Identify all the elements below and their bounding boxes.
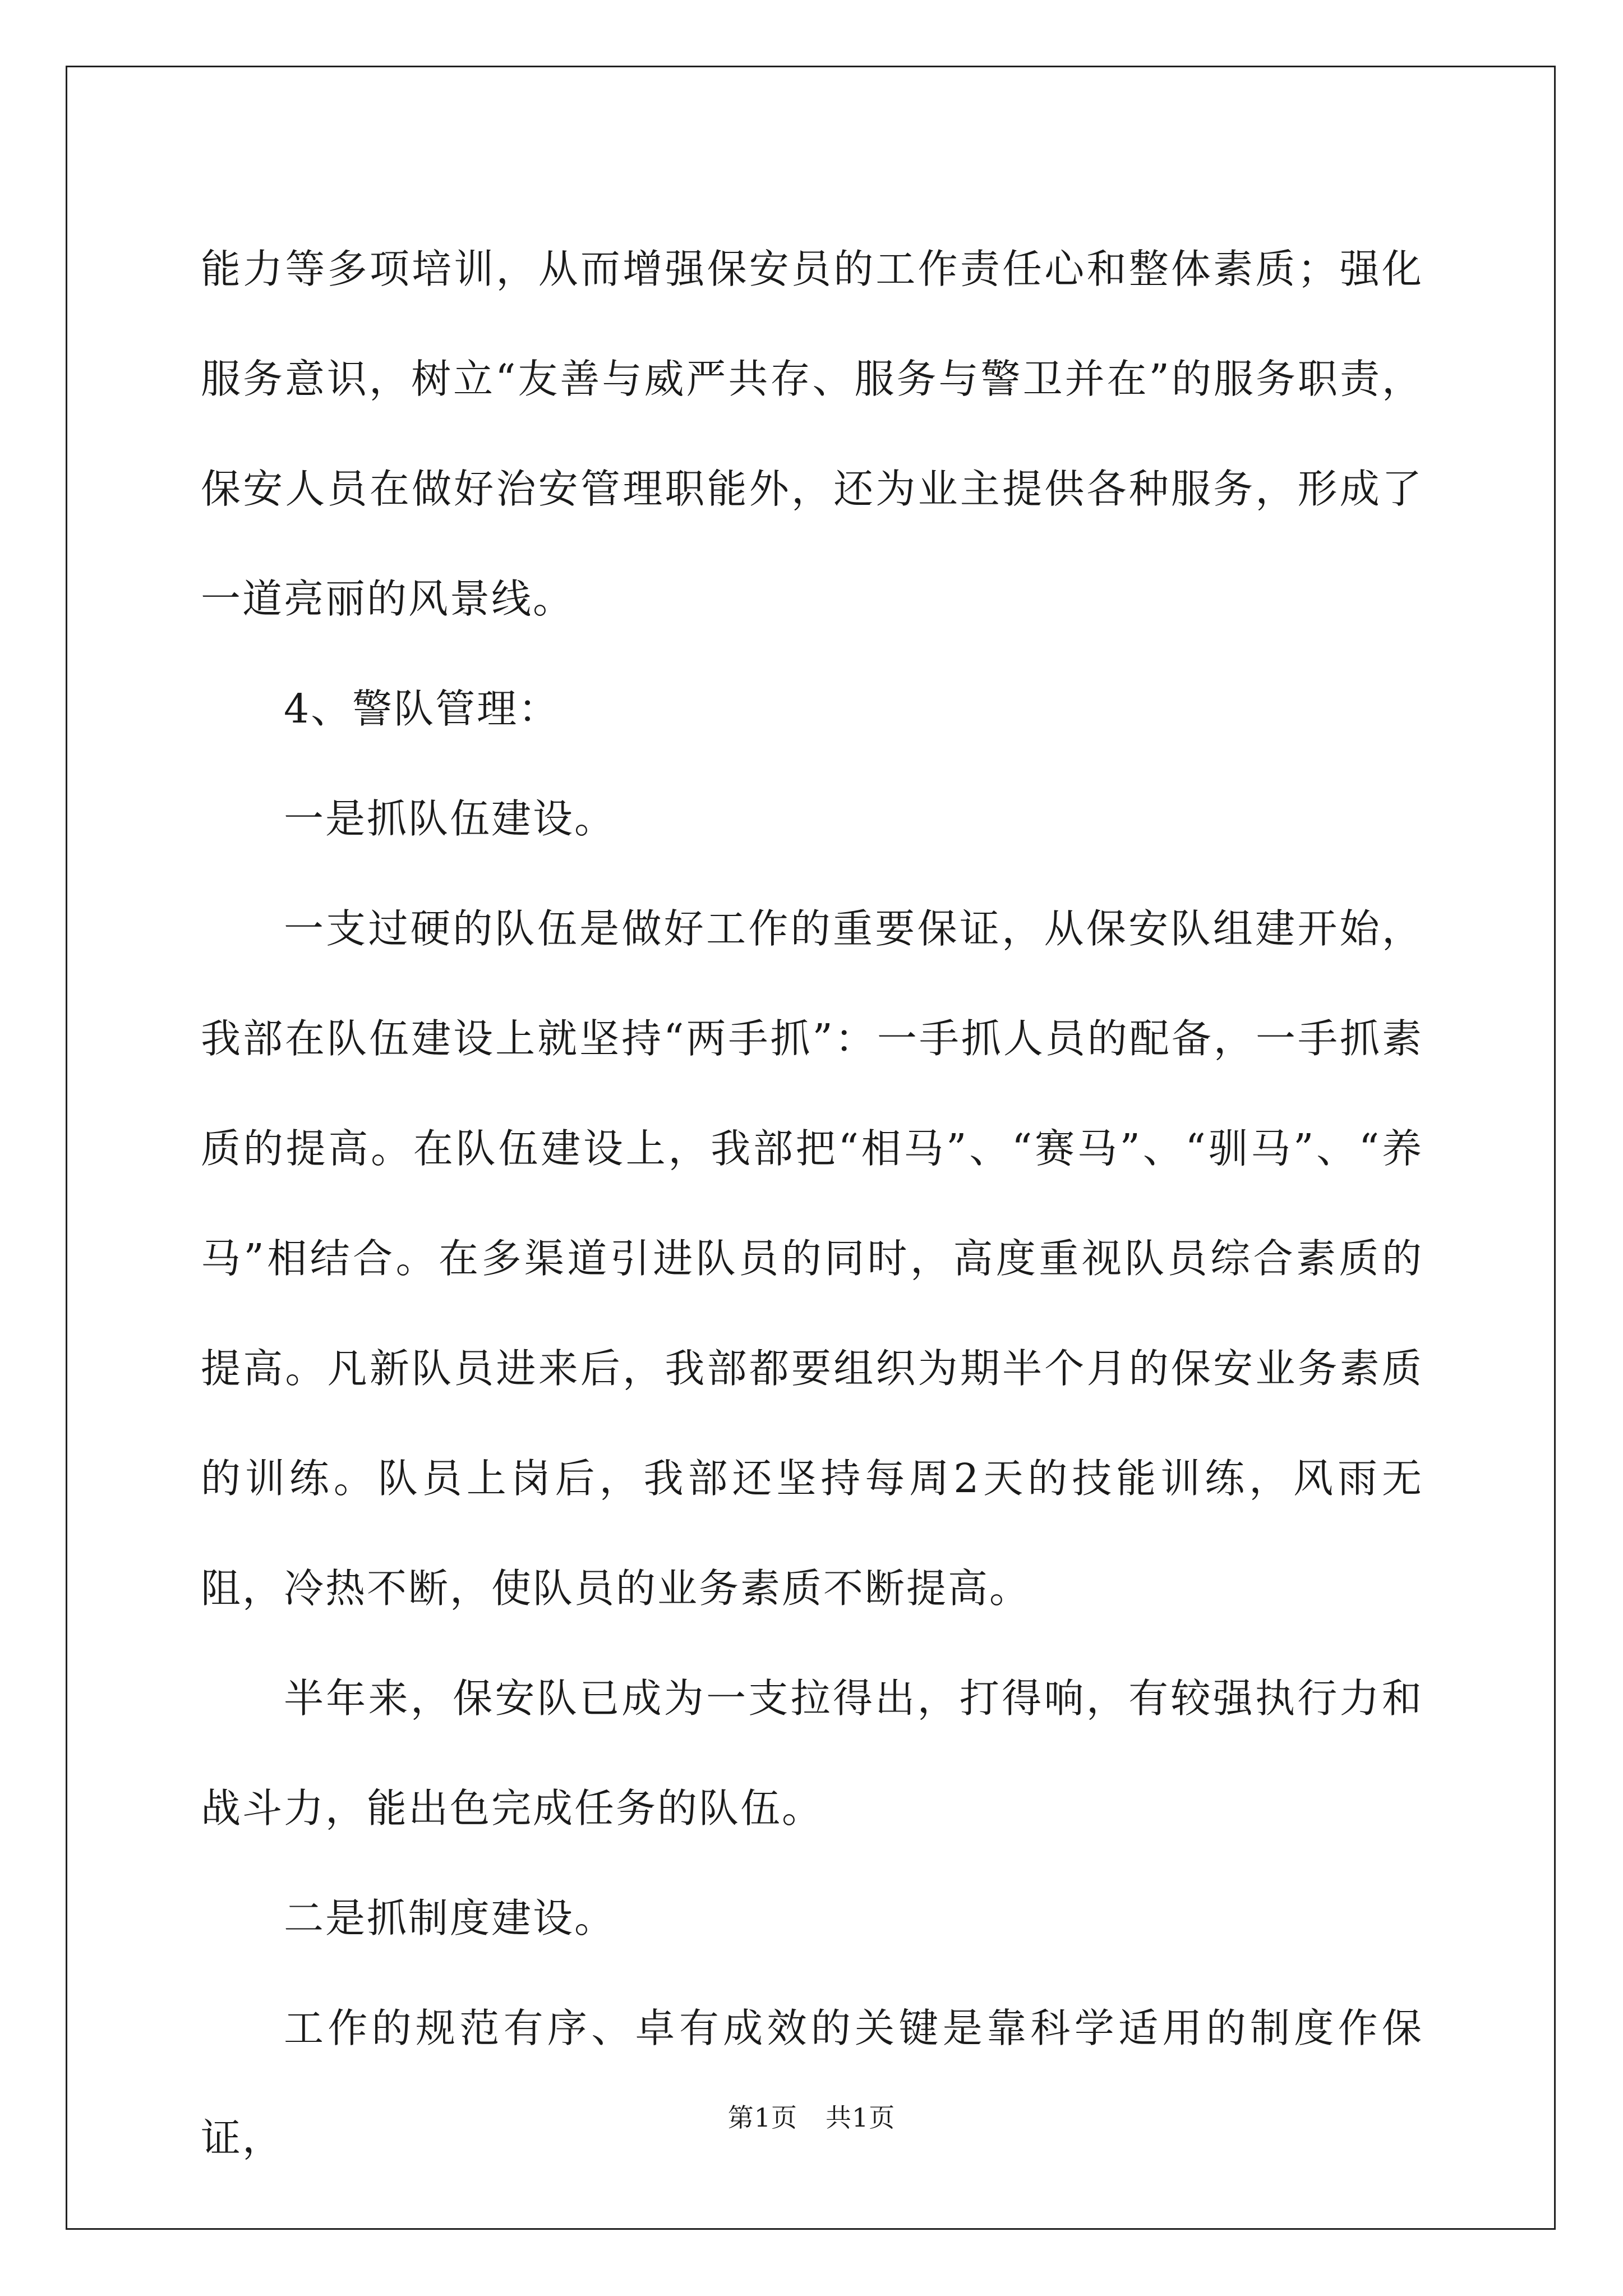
paragraph-half-year: 半年来，保安队已成为一支拉得出，打得响，有较强执行力和战斗力，能出色完成任务的队伍。 (201, 1675, 1423, 1832)
document-body (201, 214, 1423, 2193)
page-footer (0, 2101, 1623, 2134)
subheading-system-building: 二是抓制度建设。 (284, 1895, 616, 1941)
paragraph-1: 能力等多项培训，从而增强保安员的工作责任心和整体素质；强化服务意识，树立“友善与威严共存、服务与警卫并在”的服务职责，保安人员在做好治安管理职能外，还为业主提供各种服务，形成了一道亮丽的风景线。 (201, 246, 1423, 622)
subheading-team-building: 一是抓队伍建设。 (284, 795, 616, 842)
page-total: 共1页 (826, 2102, 896, 2133)
section-heading-4: 4、警队管理： (284, 685, 560, 732)
paragraph-system-building: 工作的规范有序、卓有成效的关键是靠科学适用的制度作保证， (201, 2005, 1423, 2161)
page-number: 第1页 (727, 2102, 797, 2133)
paragraph-team-building: 一支过硬的队伍是做好工作的重要保证，从保安队组建开始，我部在队伍建设上就坚持“两手抓”：一手抓人员的配备，一手抓素质的提高。在队伍建设上，我部把“相马”、“赛马”、“驯马”、“养马”相结合。在多渠道引进队员的同时，高度重视队员综合素质的提高。凡新队员进来后，我部都要组织为期半个月的保安业务素质的训练。队员上岗后，我部还坚持每周2天的技能训练，风雨无阻，冷热不断，使队员的业务素质不断提高。 (201, 905, 1423, 1612)
